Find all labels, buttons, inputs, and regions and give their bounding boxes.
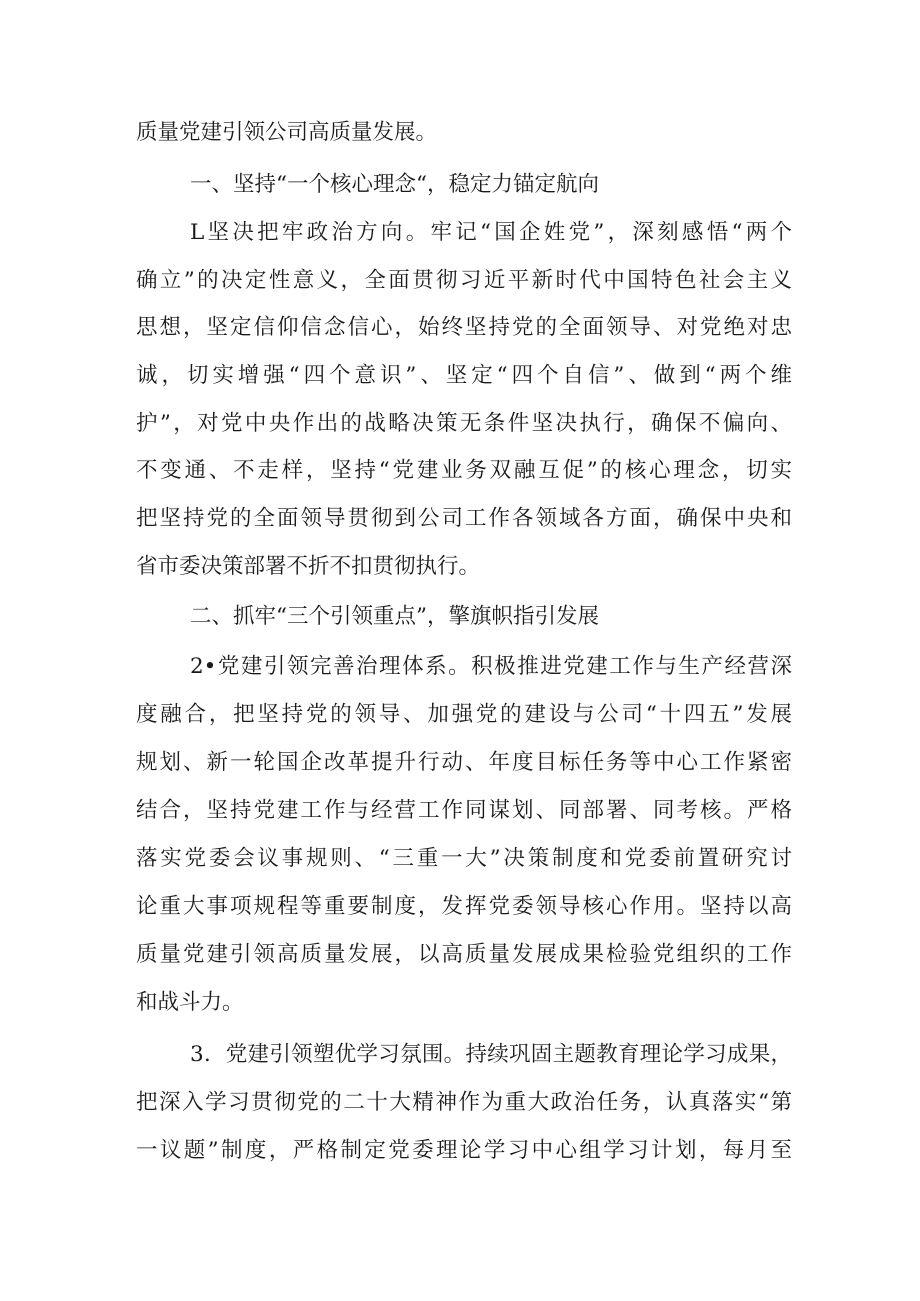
text-line: 把坚持党的全面领导贯彻到公司工作各领域各方面，确保中央和 xyxy=(136,506,792,531)
text-line: 和战斗力。 xyxy=(136,990,244,1015)
text-line: 规划、新一轮国企改革提升行动、年度目标任务等中心工作紧密 xyxy=(136,750,792,775)
text-line: 省市委决策部署不折不扣贯彻执行。 xyxy=(136,554,481,579)
text-line: 2•党建引领完善治理体系。积极推进党建工作与生产经营深 xyxy=(190,654,792,679)
text-line: 把深入学习贯彻党的二十大精神作为重大政治任务，认真落实“第 xyxy=(136,1090,792,1115)
text-line: 确立”的决定性意义，全面贯彻习近平新时代中国特色社会主义 xyxy=(136,268,792,293)
text-line: 论重大事项规程等重要制度，发挥党委领导核心作用。坚持以高 xyxy=(136,894,792,919)
text-line: 3．党建引领塑优学习氛围。持续巩固主题教育理论学习成果， xyxy=(190,1042,792,1067)
text-line: 一议题”制度，严格制定党委理论学习中心组学习计划，每月至 xyxy=(136,1138,792,1163)
text-line: L坚决把牢政治方向。牢记“国企姓党”，深刻感悟“两个 xyxy=(190,220,792,245)
text-line: 度融合，把坚持党的领导、加强党的建设与公司“十四五”发展 xyxy=(136,702,792,727)
text-line: 不变通、不走样，坚持“党建业务双融互促”的核心理念，切实 xyxy=(136,458,792,483)
text-line: 思想，坚定信仰信念信心，始终坚持党的全面领导、对党绝对忠 xyxy=(136,315,792,340)
section-heading: 一、坚持“一个核心理念“，稳定力锚定航向 xyxy=(190,172,599,197)
text-line: 结合，坚持党建工作与经营工作同谋划、同部署、同考核。严格 xyxy=(136,798,792,823)
section-heading: 二、抓牢“三个引领重点”，擎旗帜指引发展 xyxy=(190,604,599,629)
text-line: 落实党委会议事规则、“三重一大”决策制度和党委前置研究讨 xyxy=(136,846,792,871)
text-line: 质量党建引领公司高质量发展。 xyxy=(136,120,438,145)
text-line: 护”，对党中央作出的战略决策无条件坚决执行，确保不偏向、 xyxy=(136,411,792,436)
text-line: 诚，切实增强“四个意识”、坚定“四个自信”、做到“两个维 xyxy=(136,363,792,388)
text-line: 质量党建引领高质量发展，以高质量发展成果检验党组织的工作 xyxy=(136,942,792,967)
